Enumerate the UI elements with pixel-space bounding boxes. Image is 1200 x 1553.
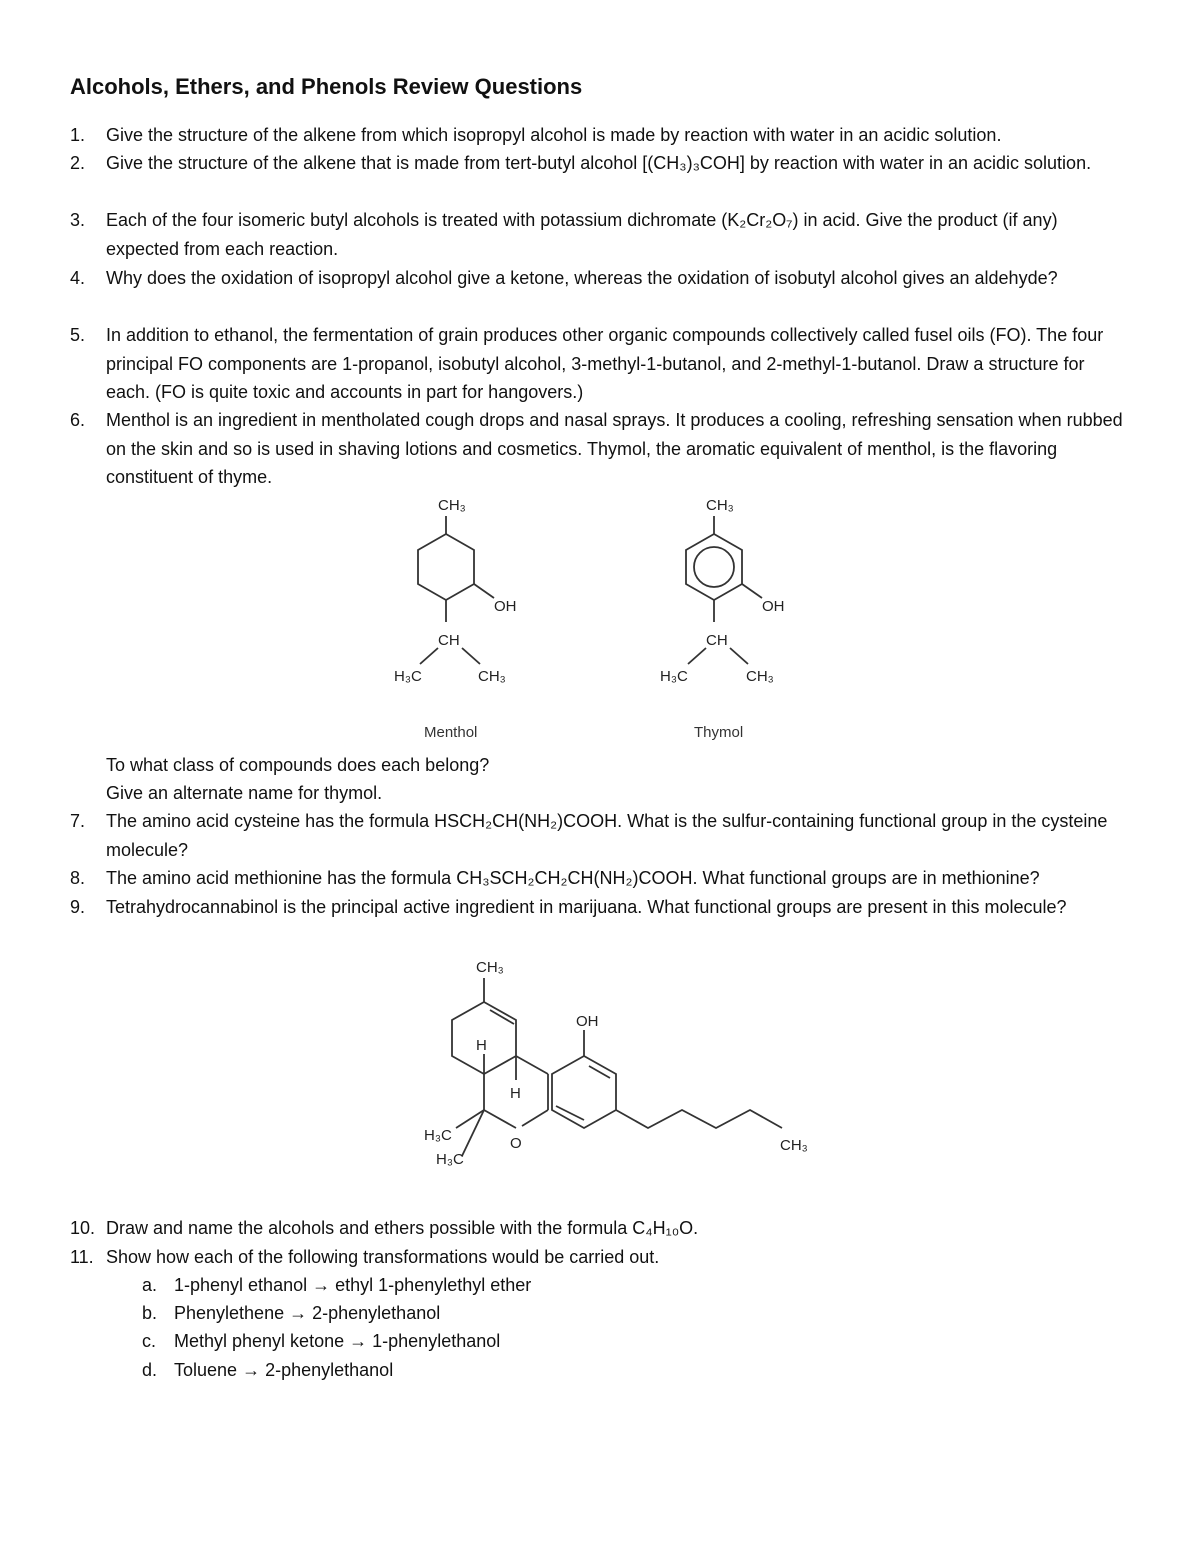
question-number: 3. xyxy=(70,210,86,230)
arrow-right-icon: → xyxy=(242,1360,261,1380)
question-number: 4. xyxy=(70,268,86,288)
question-9 xyxy=(70,893,1130,922)
menthol-structure xyxy=(394,497,517,741)
question-number: 8. xyxy=(70,868,86,888)
thymol-right-methyl: CH₃ xyxy=(746,668,774,685)
transformation-to: 2-phenylethanol xyxy=(312,1303,441,1323)
question-text: Each of the four isomeric butyl alcohols is treated with potassium dichromate (K₂Cr₂O₇) in acid. Give the product (if any) expected from each reaction. xyxy=(106,210,1058,259)
question-number: 5. xyxy=(70,325,86,345)
transformation-letter: b. xyxy=(142,1303,158,1323)
thc-h-1: H xyxy=(476,1037,487,1054)
thc-methyl-1: H₃C xyxy=(424,1127,452,1144)
question-text: Tetrahydrocannabinol is the principal active ingredient in marijuana. What functional groups are present in this molecule? xyxy=(106,897,1067,917)
transformation-to: 1-phenylethanol xyxy=(372,1331,501,1351)
thymol-oh: OH xyxy=(762,598,785,615)
question-10 xyxy=(70,1214,1130,1243)
thymol-ch: CH xyxy=(706,632,728,649)
q6-followup-1: To what class of compounds does each belong? xyxy=(106,755,490,775)
question-text: The amino acid methionine has the formula CH₃SCH₂CH₂CH(NH₂)COOH. What functional groups are in methionine? xyxy=(106,868,1040,888)
question-text: Why does the oxidation of isopropyl alcohol give a ketone, whereas the oxidation of isobutyl alcohol gives an aldehyde? xyxy=(106,268,1058,288)
question-1 xyxy=(70,121,1130,150)
question-number: 10. xyxy=(70,1218,96,1238)
question-number: 6. xyxy=(70,410,86,430)
question-text: Give the structure of the alkene from which isopropyl alcohol is made by reaction with water in an acidic solution. xyxy=(106,125,1002,145)
arrow-right-icon: → xyxy=(312,1275,331,1295)
question-number: 9. xyxy=(70,897,86,917)
transformation-to: 2-phenylethanol xyxy=(265,1360,394,1380)
transformation-letter: c. xyxy=(142,1331,157,1351)
question-text: Give the structure of the alkene that is made from tert-butyl alcohol [(CH₃)₃COH] by reaction with water in an acidic solution. xyxy=(106,153,1092,173)
question-text: Show how each of the following transformations would be carried out. xyxy=(106,1247,660,1267)
arrow-right-icon: → xyxy=(349,1331,368,1351)
thc-top-methyl: CH₃ xyxy=(476,959,504,976)
thc-figure xyxy=(410,950,830,1180)
menthol-left-methyl: H₃C xyxy=(394,668,422,685)
thc-tail-methyl: CH₃ xyxy=(780,1137,808,1154)
question-text: Draw and name the alcohols and ethers possible with the formula C₄H₁₀O. xyxy=(106,1218,699,1238)
transformation-from: Toluene xyxy=(174,1360,238,1380)
question-text: Menthol is an ingredient in mentholated cough drops and nasal sprays. It produces a cooling, refreshing sensation when rubbed on the skin and so is used in shaving lotions and cosmetics. Thymol, the aromatic equivalent of menthol, is the flavoring constituent of thyme. xyxy=(106,410,1123,487)
thc-ring-oxygen: O xyxy=(510,1135,522,1152)
question-number: 11. xyxy=(70,1247,94,1267)
thc-structure xyxy=(424,959,808,1168)
thymol-top-methyl: CH₃ xyxy=(706,497,734,514)
menthol-oh: OH xyxy=(494,598,517,615)
question-5 xyxy=(70,321,1130,407)
question-3 xyxy=(70,206,1130,263)
thc-oh: OH xyxy=(576,1013,599,1030)
question-2 xyxy=(70,149,1130,178)
page-title: Alcohols, Ethers, and Phenols Review Questions xyxy=(70,74,583,99)
question-number: 1. xyxy=(70,125,86,145)
q6-followup-2: Give an alternate name for thymol. xyxy=(106,783,383,803)
transformation-from: 1-phenyl ethanol xyxy=(174,1275,308,1295)
arrow-right-icon: → xyxy=(289,1303,308,1323)
menthol-ch: CH xyxy=(438,632,460,649)
question-text: The amino acid cysteine has the formula HSCH₂CH(NH₂)COOH. What is the sulfur-containing functional group in the cysteine molecule? xyxy=(106,811,1108,860)
thymol-structure xyxy=(660,497,785,741)
thc-methyl-2: H₃C xyxy=(436,1151,464,1168)
transformation-from: Phenylethene xyxy=(174,1303,285,1323)
question-number: 2. xyxy=(70,153,86,173)
menthol-top-methyl: CH₃ xyxy=(438,497,466,514)
question-6 xyxy=(70,406,1130,492)
question-8 xyxy=(70,864,1130,893)
transformation-from: Methyl phenyl ketone xyxy=(174,1331,345,1351)
question-4 xyxy=(70,264,1130,293)
menthol-caption: Menthol xyxy=(424,724,478,741)
question-11 xyxy=(70,1243,1130,1272)
question-number: 7. xyxy=(70,811,86,831)
thymol-caption: Thymol xyxy=(694,724,744,741)
transformation-to: ethyl 1-phenylethyl ether xyxy=(335,1275,532,1295)
question-text: In addition to ethanol, the fermentation of grain produces other organic compounds collectively called fusel oils (FO). The four principal FO components are 1-propanol, isobutyl alcohol, 3-methyl-1-butanol, and 2-methyl-1-butanol. Draw a structure for each. (FO is quite toxic and accounts in part for hangovers.) xyxy=(106,325,1104,402)
transformation-letter: d. xyxy=(142,1360,158,1380)
transformation-letter: a. xyxy=(142,1275,158,1295)
menthol-thymol-figure xyxy=(370,490,810,750)
thc-h-2: H xyxy=(510,1085,521,1102)
menthol-right-methyl: CH₃ xyxy=(478,668,506,685)
thymol-left-methyl: H₃C xyxy=(660,668,688,685)
question-7 xyxy=(70,807,1130,864)
